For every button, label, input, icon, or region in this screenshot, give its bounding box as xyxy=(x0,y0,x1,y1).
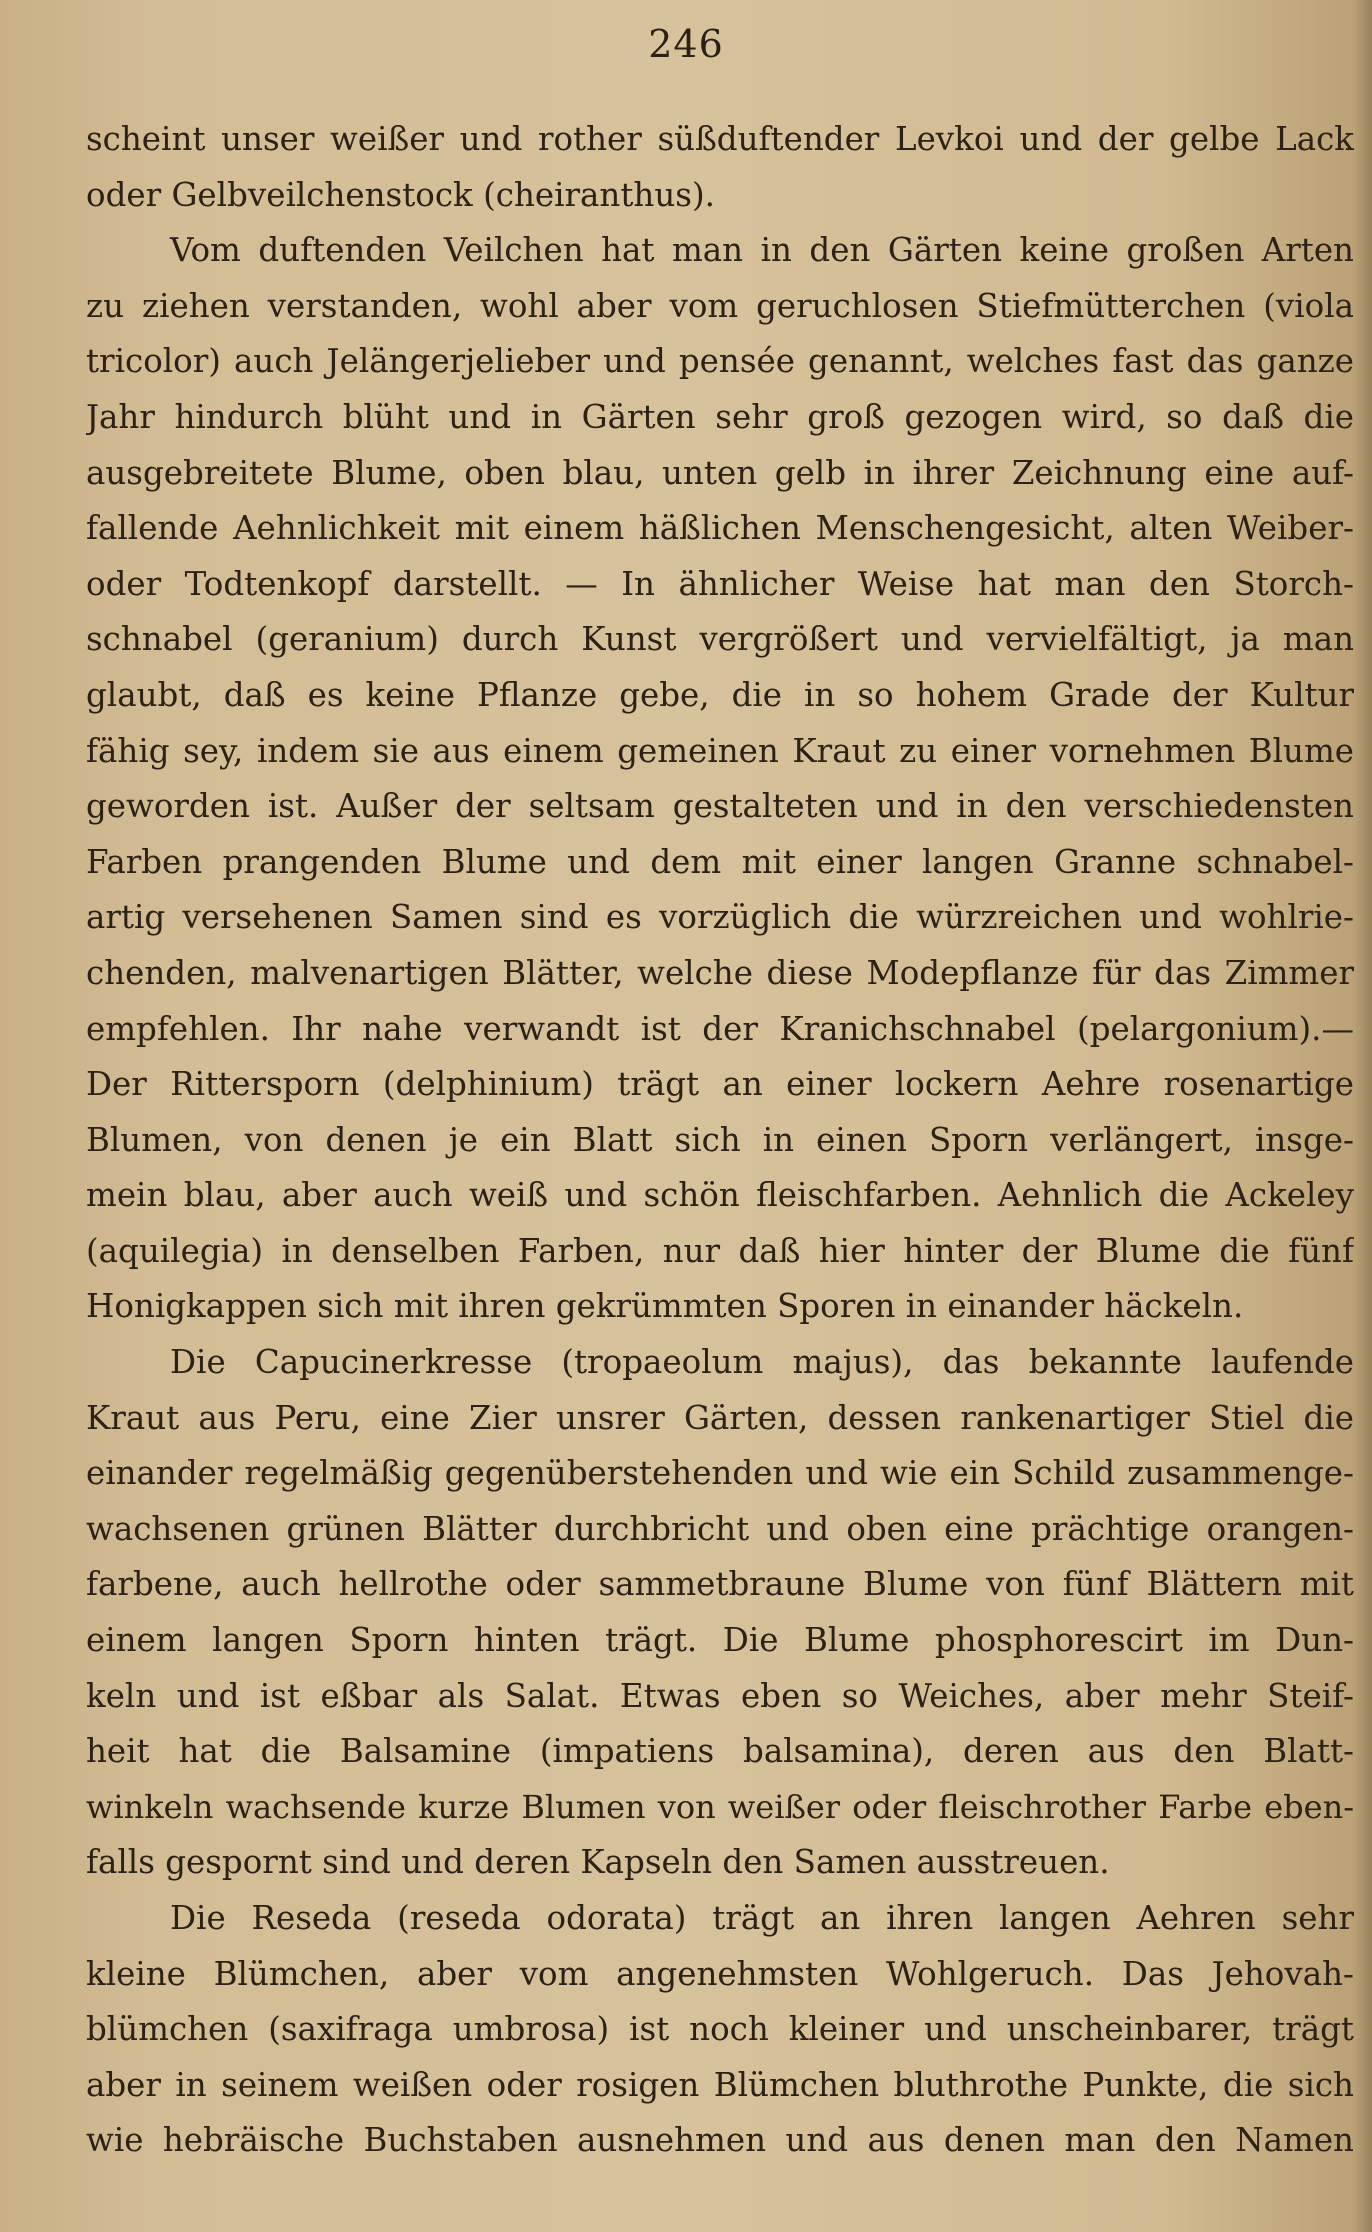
text-line: (aquilegia) in denselben Farben, nur daß hier hinter der Blume die fünf xyxy=(86,1231,1354,1270)
text-line: chenden, malvenartigen Blätter, welche diese Modepflanze für das Zimmer xyxy=(86,953,1354,992)
text-line: fähig sey, indem sie aus einem gemeinen Kraut zu einer vornehmen Blume xyxy=(86,731,1354,770)
text-line: fallende Aehnlichkeit mit einem häßlichen Menschengesicht, alten Weiber- xyxy=(86,509,1354,548)
page-number: 246 xyxy=(648,22,724,66)
text-line: schnabel (geranium) durch Kunst vergrößert und vervielfältigt, ja man xyxy=(86,620,1354,659)
text-line: einem langen Sporn hinten trägt. Die Blume phosphorescirt im Dun- xyxy=(86,1621,1354,1660)
text-line: oder Todtenkopf darstellt. — In ähnlicher Weise hat man den Storch- xyxy=(86,564,1354,603)
text-line: zu ziehen verstanden, wohl aber vom geruchlosen Stiefmütterchen (viola xyxy=(86,286,1354,325)
text-line: tricolor) auch Jelängerjelieber und pensée genannt, welches fast das ganze xyxy=(86,342,1354,381)
text-line: keln und ist eßbar als Salat. Etwas eben so Weiches, aber mehr Steif- xyxy=(86,1676,1354,1715)
body-text xyxy=(86,112,1354,2169)
text-line: aber in seinem weißen oder rosigen Blümchen bluthrothe Punkte, die sich xyxy=(86,2065,1354,2104)
text-line: oder Gelbveilchenstock (cheiranthus). xyxy=(86,175,715,214)
text-line: Vom duftenden Veilchen hat man in den Gärten keine großen Arten xyxy=(170,231,1354,270)
text-line: Farben prangenden Blume und dem mit einer langen Granne schnabel- xyxy=(86,842,1354,881)
text-line: heit hat die Balsamine (impatiens balsamina), deren aus den Blatt- xyxy=(86,1732,1354,1771)
text-line: geworden ist. Außer der seltsam gestalteten und in den verschiedensten xyxy=(86,787,1354,826)
text-line: Die Capucinerkresse (tropaeolum majus), das bekannte laufende xyxy=(170,1343,1354,1382)
text-line: farbene, auch hellrothe oder sammetbraune Blume von fünf Blättern mit xyxy=(86,1565,1354,1604)
text-line: Kraut aus Peru, eine Zier unsrer Gärten, dessen rankenartiger Stiel die xyxy=(86,1398,1354,1437)
text-line: glaubt, daß es keine Pflanze gebe, die in so hohem Grade der Kultur xyxy=(86,675,1354,714)
text-line: falls gespornt sind und deren Kapseln den Samen ausstreuen. xyxy=(86,1843,1110,1882)
text-line: Blumen, von denen je ein Blatt sich in einen Sporn verlängert, insge- xyxy=(86,1120,1354,1159)
text-line: Jahr hindurch blüht und in Gärten sehr groß gezogen wird, so daß die xyxy=(86,397,1354,436)
text-line: winkeln wachsende kurze Blumen von weißer oder fleischrother Farbe eben- xyxy=(86,1787,1354,1826)
text-line: kleine Blümchen, aber vom angenehmsten Wohlgeruch. Das Jehovah- xyxy=(86,1954,1354,1993)
text-line: ausgebreitete Blume, oben blau, unten gelb in ihrer Zeichnung eine auf- xyxy=(86,453,1354,492)
text-line: artig versehenen Samen sind es vorzüglich die würzreichen und wohlrie- xyxy=(86,898,1354,937)
text-line: wie hebräische Buchstaben ausnehmen und aus denen man den Namen xyxy=(86,2121,1354,2160)
text-line: empfehlen. Ihr nahe verwandt ist der Kranichschnabel (pelargonium).— xyxy=(86,1009,1354,1048)
text-line: Honigkappen sich mit ihren gekrümmten Sporen in einander häckeln. xyxy=(86,1287,1244,1326)
text-line: Die Reseda (reseda odorata) trägt an ihren langen Aehren sehr xyxy=(170,1899,1354,1937)
text-line: Der Rittersporn (delphinium) trägt an einer lockern Aehre rosenartige xyxy=(86,1065,1354,1104)
page-edge-shadow xyxy=(1354,0,1372,2232)
text-line: mein blau, aber auch weiß und schön fleischfarben. Aehnlich die Ackeley xyxy=(86,1176,1354,1215)
text-line: scheint unser weißer und rother süßduftender Levkoi und der gelbe Lack xyxy=(86,120,1354,158)
text-line: blümchen (saxifraga umbrosa) ist noch kleiner und unscheinbarer, trägt xyxy=(86,2010,1354,2049)
text-line: einander regelmäßig gegenüberstehenden und wie ein Schild zusammenge- xyxy=(86,1454,1354,1493)
text-line: wachsenen grünen Blätter durchbricht und oben eine prächtige orangen- xyxy=(86,1509,1354,1548)
